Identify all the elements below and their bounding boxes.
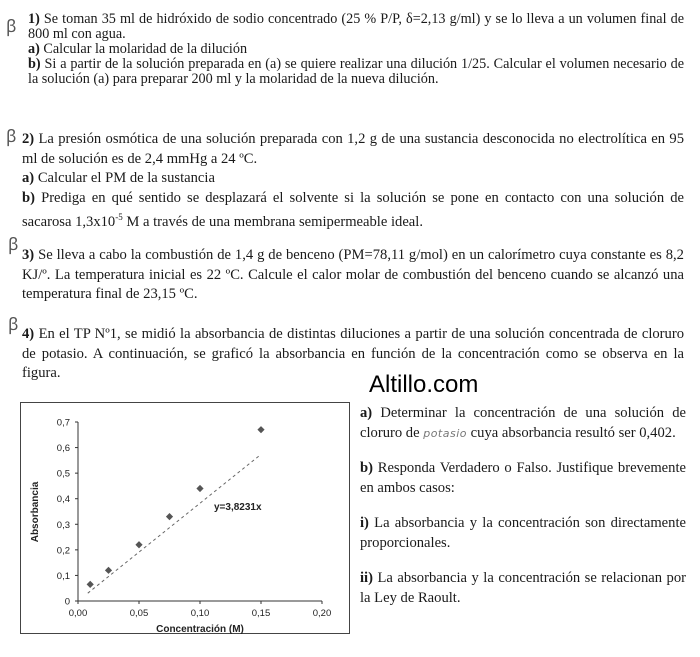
x-tick-label: 0,20 bbox=[312, 608, 332, 619]
question-2a-text: Calcular el PM de la sustancia bbox=[37, 170, 215, 186]
handwritten-word: potasio bbox=[423, 426, 468, 440]
question-2-text: La presión osmótica de una solución preparada con 1,2 g de una sustancia desconocida no electrolítica en 95 ml de solución es de 2,4 mmHg a 24 ºC. bbox=[22, 131, 684, 167]
question-4-stem bbox=[22, 325, 684, 384]
question-4a bbox=[360, 404, 686, 443]
question-4b-i bbox=[360, 514, 686, 553]
question-3 bbox=[22, 246, 684, 305]
question-4b-i-label: i) bbox=[360, 515, 369, 531]
question-4b bbox=[360, 459, 686, 498]
question-4-text: En el TP Nº1, se midió la absorbancia de distintas diluciones a partir de una solución concentrada de cloruro de potasio. A continuación, se graficó la absorbancia en función de la concentración como se observa en la figura. bbox=[22, 326, 684, 381]
trendline-label: y=3,8231x bbox=[214, 502, 262, 513]
question-2a bbox=[22, 169, 684, 189]
y-axis-label: Absorbancia bbox=[30, 481, 41, 543]
x-tick-label: 0,15 bbox=[251, 608, 271, 619]
question-3-number: 3) bbox=[22, 247, 35, 263]
question-4 bbox=[22, 325, 684, 384]
question-4b-i-text: La absorbancia y la concentración son directamente proporcionales. bbox=[360, 515, 686, 551]
question-1a-text: Calcular la molaridad de la dilución bbox=[43, 41, 248, 57]
question-1a bbox=[28, 42, 684, 57]
question-4b-ii bbox=[360, 569, 686, 608]
question-1b-text: Si a partir de la solución preparada en (a) se quiere realizar una dilución 1/25. Calcular el volumen necesario de la solución (a) para preparar 200 ml y la molaridad de la nueva dilución. bbox=[28, 56, 684, 87]
margin-mark-1: ꞵ bbox=[6, 17, 17, 37]
question-1a-label: a) bbox=[28, 41, 40, 57]
question-4-parts bbox=[360, 404, 686, 624]
x-tick-label: 0,00 bbox=[68, 608, 88, 619]
question-2b bbox=[22, 189, 684, 233]
question-2b-text-1: Prediga en qué sentido se desplazará el solvente si la solución se pone en contacto con una solución de sacarosa 1,3x10 bbox=[22, 189, 684, 230]
question-1b-label: b) bbox=[28, 56, 41, 72]
question-2-number: 2) bbox=[22, 131, 35, 147]
question-3-stem bbox=[22, 246, 684, 305]
margin-mark-3: ꞵ bbox=[8, 235, 19, 255]
question-1-number: 1) bbox=[28, 11, 40, 27]
x-tick-label: 0,10 bbox=[190, 608, 210, 619]
y-tick-label: 0,1 bbox=[56, 570, 70, 582]
question-2b-text-2: M a través de una membrana semipermeable ideal. bbox=[122, 213, 423, 230]
margin-mark-4: ꞵ bbox=[8, 315, 19, 335]
x-tick-label: 0,05 bbox=[129, 608, 149, 619]
watermark: Altillo.com bbox=[369, 371, 479, 398]
absorbance-chart bbox=[20, 402, 350, 634]
question-2b-label: b) bbox=[22, 189, 35, 206]
y-tick-label: 0,3 bbox=[56, 519, 70, 531]
question-1b bbox=[28, 57, 684, 87]
question-4a-text-1: Determinar la concentración de una solución de cloruro de bbox=[360, 405, 686, 441]
y-tick-label: 0,5 bbox=[56, 468, 70, 480]
y-tick-label: 0,4 bbox=[56, 494, 70, 506]
question-4b-text: Responda Verdadero o Falso. Justifique brevemente en ambos casos: bbox=[360, 460, 686, 496]
question-2b-exponent: -5 bbox=[115, 212, 123, 222]
question-2-stem bbox=[22, 130, 684, 169]
question-4b-ii-label: ii) bbox=[360, 570, 373, 586]
question-1-text: Se toman 35 ml de hidróxido de sodio concentrado (25 % P/P, δ=2,13 g/ml) y se lo lleva a un volumen final de 800 ml con agua. bbox=[28, 11, 684, 42]
question-4b-label: b) bbox=[360, 460, 373, 476]
question-4b-ii-text: La absorbancia y la concentración se relacionan por la Ley de Raoult. bbox=[360, 570, 686, 606]
question-4a-label: a) bbox=[360, 405, 373, 421]
margin-mark-2: ꞵ bbox=[6, 127, 17, 147]
y-tick-label: 0,7 bbox=[56, 417, 70, 429]
question-2 bbox=[22, 130, 684, 232]
question-2a-label: a) bbox=[22, 170, 35, 186]
y-tick-label: 0,2 bbox=[56, 545, 70, 557]
x-axis-label: Concentración (M) bbox=[156, 624, 244, 634]
question-1 bbox=[28, 12, 684, 87]
question-4a-text-2: cuya absorbancia resultó ser 0,402. bbox=[467, 424, 676, 441]
question-1-stem bbox=[28, 12, 684, 42]
question-3-text: Se lleva a cabo la combustión de 1,4 g de benceno (PM=78,11 g/mol) en un calorímetro cuya constante es 8,2 KJ/º. La temperatura inicial es 22 ºC. Calcule el calor molar de combustión del benceno cuando se alcanzó una temperatura final de 23,15 ºC. bbox=[22, 247, 684, 302]
y-tick-label: 0,6 bbox=[56, 443, 70, 455]
question-4-number: 4) bbox=[22, 326, 35, 342]
y-tick-label: 0 bbox=[64, 596, 70, 608]
